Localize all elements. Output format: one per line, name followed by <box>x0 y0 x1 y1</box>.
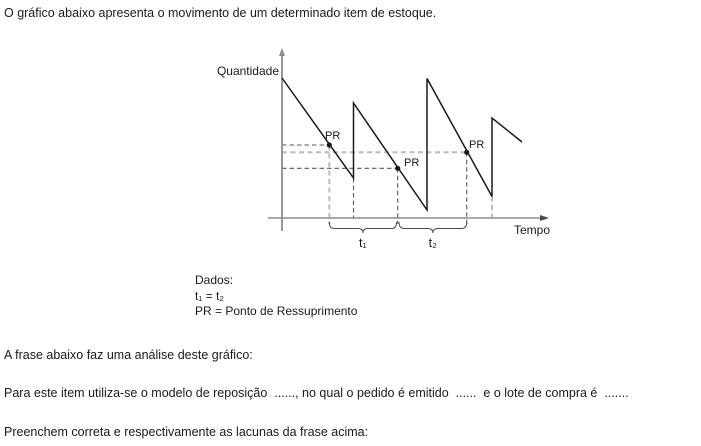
interval-brace <box>399 222 467 233</box>
y-axis-arrowhead <box>279 48 285 56</box>
interval-label: t₂ <box>428 236 438 250</box>
stock-movement-chart <box>200 40 570 255</box>
analysis-intro-text: A frase abaixo faz uma análise deste gráfico: <box>4 348 253 362</box>
dados-heading: Dados: <box>195 273 234 287</box>
interval-label: t₁ <box>359 236 367 250</box>
intro-text: O gráfico abaixo apresenta o movimento de um determinado item de estoque. <box>4 6 437 20</box>
fill-in-sentence: Para este item utiliza-se o modelo de reposição ......, no qual o pedido é emitido ...... e o lote de compra é ....... <box>4 386 629 400</box>
dados-pr-definition: PR = Ponto de Ressuprimento <box>195 304 358 318</box>
x-axis-label: Tempo <box>514 223 551 237</box>
pr-point <box>395 166 400 171</box>
pr-point <box>327 142 332 147</box>
dados-equality: t₁ = t₂ <box>195 288 225 303</box>
interval-brace <box>329 222 396 233</box>
pr-label: PR <box>404 157 420 169</box>
y-axis-label: Quantidade <box>216 64 279 78</box>
pr-label: PR <box>469 139 485 151</box>
sawtooth-stock-line <box>282 78 522 210</box>
dados-block <box>195 273 357 320</box>
x-axis-arrowhead <box>540 215 549 221</box>
closing-instruction: Preenchem correta e respectivamente as lacunas da frase acima: <box>4 425 369 439</box>
pr-label: PR <box>325 130 341 142</box>
